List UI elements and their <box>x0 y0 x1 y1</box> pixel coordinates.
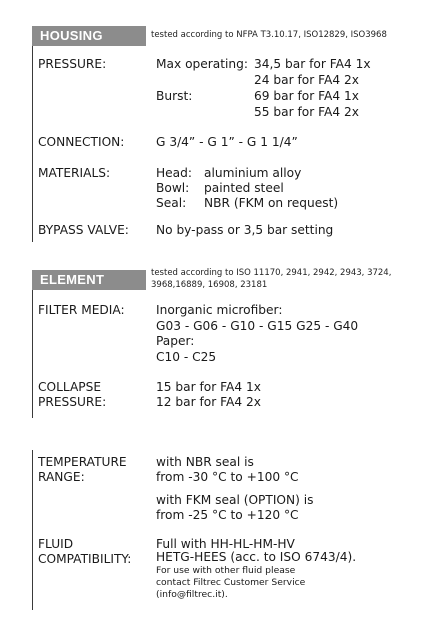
max-operating-value-2x: 24 bar for FA4 2x <box>254 73 359 87</box>
burst-value-2x: 55 bar for FA4 2x <box>254 105 359 119</box>
temperature-range-label-line1: TEMPERATURE <box>38 455 127 469</box>
filter-media-inorganic-grades: G03 - G06 - G10 - G15 G25 - G40 <box>156 319 359 333</box>
filter-media-paper-label: Paper: <box>156 334 195 348</box>
burst-label: Burst: <box>156 89 193 103</box>
materials-label: MATERIALS: <box>38 166 111 180</box>
bypass-valve-value: No by-pass or 3,5 bar setting <box>156 223 334 237</box>
housing-test-note: tested according to NFPA T3.10.17, ISO12829, ISO3968 <box>151 30 387 40</box>
filter-media-label: FILTER MEDIA: <box>38 303 125 317</box>
temperature-range-label-line2: RANGE: <box>38 470 85 484</box>
fluid-compatibility-line1: Full with HH-HL-HM-HV <box>156 537 295 551</box>
seal-value: NBR (FKM on request) <box>204 196 339 210</box>
collapse-pressure-label-line1: COLLAPSE <box>38 380 102 394</box>
bowl-value: painted steel <box>204 181 284 195</box>
fluid-note-line1: For use with other fluid please <box>156 565 296 576</box>
element-divider-line <box>32 290 33 418</box>
bypass-valve-label: BYPASS VALVE: <box>38 223 129 237</box>
fluid-compatibility-label-line1: FLUID <box>38 537 74 551</box>
filter-media-paper-grades: C10 - C25 <box>156 350 217 364</box>
housing-divider-line <box>32 46 33 242</box>
temperature-fluid-divider-line <box>32 450 33 610</box>
max-operating-value-1x: 34,5 bar for FA4 1x <box>254 57 371 71</box>
element-header: ELEMENT <box>32 270 146 290</box>
collapse-pressure-value-1x: 15 bar for FA4 1x <box>156 380 261 394</box>
fluid-note-line2: contact Filtrec Customer Service <box>156 577 306 588</box>
element-test-note-line1: tested according to ISO 11170, 2941, 2942, 2943, 3724, <box>151 268 392 278</box>
temperature-fkm-label: with FKM seal (OPTION) is <box>156 493 314 507</box>
collapse-pressure-label-line2: PRESSURE: <box>38 395 107 409</box>
temperature-fkm-range: from -25 °C to +120 °C <box>156 508 299 522</box>
connection-value: G 3/4” - G 1” - G 1 1/4” <box>156 135 298 149</box>
housing-header: HOUSING <box>32 26 146 46</box>
fluid-compatibility-line2: HETG-HEES (acc. to ISO 6743/4). <box>156 550 357 564</box>
bowl-label: Bowl: <box>156 181 190 195</box>
temperature-nbr-range: from -30 °C to +100 °C <box>156 470 299 484</box>
seal-label: Seal: <box>156 196 187 210</box>
fluid-compatibility-label-line2: COMPATIBILITY: <box>38 552 132 566</box>
max-operating-label: Max operating: <box>156 57 248 71</box>
burst-value-1x: 69 bar for FA4 1x <box>254 89 359 103</box>
connection-label: CONNECTION: <box>38 135 125 149</box>
head-label: Head: <box>156 166 192 180</box>
fluid-note-email: (info@filtrec.it). <box>156 589 228 600</box>
temperature-nbr-label: with NBR seal is <box>156 455 254 469</box>
collapse-pressure-value-2x: 12 bar for FA4 2x <box>156 395 261 409</box>
filter-media-inorganic-label: Inorganic microfiber: <box>156 303 283 317</box>
head-value: aluminium alloy <box>204 166 302 180</box>
pressure-label: PRESSURE: <box>38 57 107 71</box>
element-test-note-line2: 3968,16889, 16908, 23181 <box>151 280 268 290</box>
